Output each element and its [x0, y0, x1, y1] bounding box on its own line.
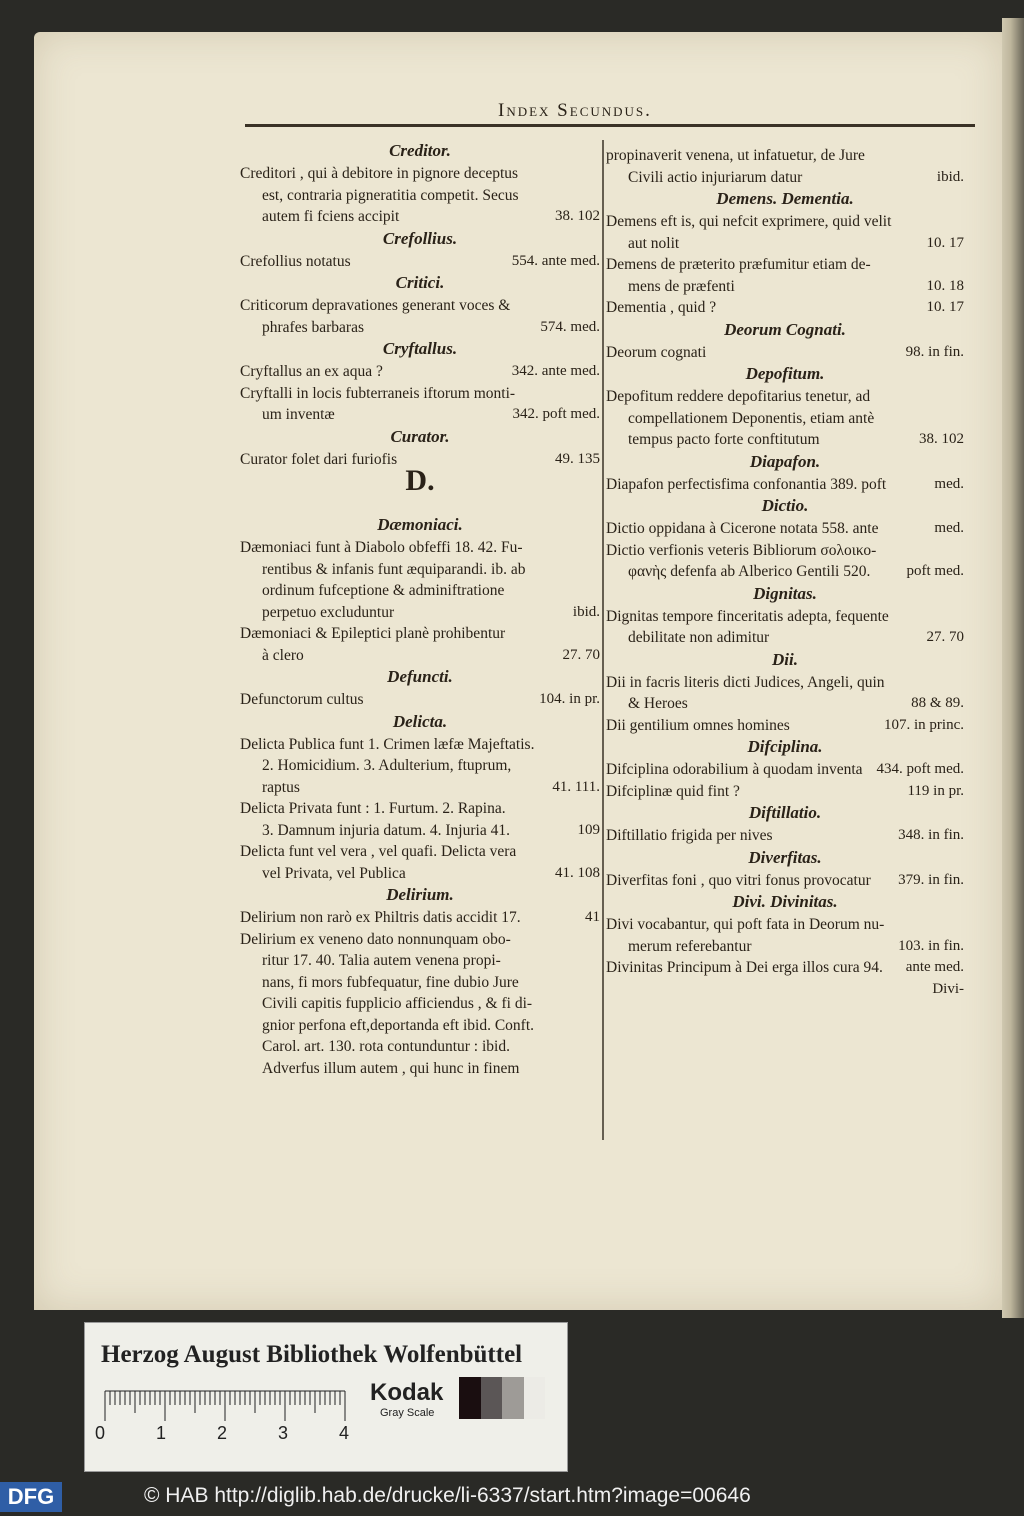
index-entry: [606, 781, 964, 803]
index-heading: Diapafon.: [749, 451, 821, 471]
entry-reference: 27. 70: [926, 629, 964, 645]
index-entry: [606, 518, 964, 540]
entry-line: & Heroes: [628, 695, 688, 712]
entry-line: Dictio oppidana à Cicerone notata 558. ante: [606, 520, 879, 537]
entry-reference: 88 & 89.: [911, 695, 964, 711]
index-heading: Defuncti.: [387, 667, 453, 686]
index-entry: [240, 734, 600, 799]
index-heading: Diverfitas.: [748, 847, 822, 867]
entry-line: ritur 17. 40. Talia autem venena propi-: [262, 952, 501, 969]
entry-reference: 98. in fin.: [905, 343, 964, 360]
entry-reference: 41. 111.: [552, 778, 600, 795]
index-heading: Dictio.: [761, 496, 809, 515]
entry-line: φανὴς defenfa ab Alberico Gentili 520.: [628, 563, 871, 580]
entry-line: Diapafon perfectisfima confonantia 389. poft: [606, 475, 887, 493]
index-entry: [606, 914, 964, 957]
entry-line: Civili capitis fupplicio afficiendus , & fi di-: [262, 995, 533, 1012]
entry-line: Delirium non rarò ex Philtris datis accidit 17.: [240, 909, 521, 926]
index-heading: Dii.: [772, 649, 798, 669]
entry-line: est, contraria pigneratitia competit. Secus: [262, 186, 519, 204]
dfg-logo: DFG: [0, 1482, 62, 1512]
entry-reference: 554. ante med.: [511, 252, 600, 269]
ruler-label: 2: [217, 1423, 228, 1443]
entry-line: Curator folet dari furiofis: [240, 450, 398, 468]
entry-reference: 104. in pr.: [539, 691, 600, 707]
entry-line: propinaverit venena, ut infatuetur, de Jure: [606, 147, 865, 164]
entry-line: Divi vocabantur, qui poft fata in Deorum nu-: [606, 916, 885, 933]
index-entry: [240, 295, 600, 338]
entry-line: Civili actio injuriarum datur: [628, 168, 803, 186]
entry-line: Dii gentilium omnes homines: [606, 716, 790, 734]
entry-reference: med.: [934, 520, 964, 536]
entry-line: Delicta funt vel vera , vel quafi. Delicta vera: [240, 843, 517, 860]
index-entry: [240, 163, 600, 228]
color-target-card: [84, 1322, 568, 1472]
gray-swatch: [502, 1377, 524, 1419]
gray-swatch: [459, 1377, 481, 1419]
entry-line: autem fi fciens accipit: [262, 208, 400, 225]
index-entry: [606, 759, 964, 781]
index-entry: [606, 870, 964, 892]
entry-line: ordinum fufceptione & adminiftratione: [262, 582, 505, 599]
entry-reference: ante med.: [905, 959, 964, 975]
index-entry: [606, 606, 964, 649]
entry-line: Dictio verfionis veteris Bibliorum σολοικο-: [606, 541, 877, 559]
ruler-label: 1: [156, 1423, 167, 1443]
entry-reference: 103. in fin.: [898, 937, 964, 954]
entry-line: Delicta Privata funt : 1. Furtum. 2. Rapina.: [240, 800, 506, 817]
ruler-label: 4: [339, 1423, 350, 1443]
header-rule: [245, 124, 975, 127]
entry-reference: poft med.: [906, 563, 964, 579]
entry-line: Adverfus illum autem , qui hunc in finem: [262, 1059, 520, 1077]
index-heading: Critici.: [395, 273, 445, 292]
entry-reference: 574. med.: [540, 318, 600, 335]
entry-line: Delirium ex veneno dato nonnunquam obo-: [240, 930, 511, 948]
gray-swatch: [481, 1377, 503, 1419]
gray-swatches: [459, 1377, 545, 1419]
entry-reference: 379. in fin.: [898, 871, 964, 888]
index-heading: Demens. Dementia.: [716, 189, 854, 208]
entry-line: 2. Homicidium. 3. Adulterium, ftuprum,: [262, 757, 512, 774]
entry-reference: 27. 70: [562, 646, 600, 663]
entry-reference: 10. 18: [926, 277, 964, 294]
index-entry: [240, 907, 600, 929]
entry-line: Difciplina odorabilium à quodam inventa: [606, 761, 863, 778]
entry-line: raptus: [262, 778, 300, 796]
index-entry: [606, 715, 964, 737]
page-edge: [1002, 18, 1024, 1318]
kodak-logo: Kodak: [370, 1379, 444, 1406]
entry-reference: med.: [934, 475, 964, 492]
gray-swatch: [524, 1377, 546, 1419]
index-entry: [240, 251, 600, 273]
entry-reference: 49. 135: [555, 450, 600, 467]
ruler-label: 0: [95, 1423, 106, 1443]
index-entry: [240, 841, 600, 884]
entry-line: Cryftalli in locis fubterraneis iftorum monti-: [240, 384, 516, 402]
entry-line: Defunctorum cultus: [240, 691, 364, 708]
index-entry: [240, 361, 600, 383]
library-name: Herzog August Bibliothek Wolfenbüttel: [101, 1341, 523, 1368]
entry-line: Demens eft is, qui nefcit exprimere, quid velit: [606, 213, 892, 230]
ruler-scale: [101, 1383, 351, 1425]
index-entry: [240, 689, 600, 711]
index-heading: Dæmoniaci.: [377, 515, 463, 534]
index-entry: [606, 342, 964, 364]
index-entry: [240, 798, 600, 841]
entry-reference: 342. poft med.: [512, 406, 600, 422]
entry-line: Diftillatio frigida per nives: [606, 827, 773, 844]
gray-scale-label: Gray Scale: [380, 1407, 435, 1419]
index-entry: [240, 623, 600, 666]
entry-line: Carol. art. 130. rota contunduntur : ibid.: [262, 1038, 510, 1055]
entry-reference: ibid.: [936, 168, 964, 185]
entry-line: mens de præfenti: [628, 277, 735, 295]
entry-reference: 38. 102: [919, 431, 964, 447]
entry-line: Depofitum reddere depofitarius tenetur, ad: [606, 388, 871, 405]
entry-reference: 107. in princ.: [884, 716, 964, 733]
entry-line: à clero: [262, 646, 304, 664]
entry-line: tempus pacto forte conftitutum: [628, 431, 820, 448]
entry-reference: 41. 108: [555, 864, 600, 881]
ruler-labels: [95, 1423, 365, 1445]
index-heading: Delicta.: [392, 711, 448, 731]
copyright-url[interactable]: © HAB http://diglib.hab.de/drucke/li-6337/start.htm?image=00646: [144, 1484, 751, 1507]
entry-line: Dementia , quid ?: [606, 299, 717, 316]
entry-line: Dæmoniaci & Epileptici planè prohibentur: [240, 625, 506, 642]
index-entry: [606, 145, 964, 188]
entry-line: Divinitas Principum à Dei erga illos cura 94.: [606, 959, 883, 976]
index-entry: [240, 537, 600, 623]
entry-reference: 38. 102: [555, 208, 600, 224]
entry-line: Dæmoniaci funt à Diabolo obfeffi 18. 42. Fu-: [240, 539, 523, 556]
entry-line: Demens de præterito præfumitur etiam de-: [606, 256, 871, 273]
index-entry: [606, 957, 964, 979]
entry-line: Crefollius notatus: [240, 252, 351, 270]
entry-line: rentibus & infanis funt æquiparandi. ib. ab: [262, 560, 526, 578]
entry-reference: 348. in fin.: [898, 827, 964, 843]
entry-reference: 119 in pr.: [907, 782, 964, 799]
index-entry: [606, 474, 964, 496]
index-entry: [606, 211, 964, 254]
entry-line: Deorum cognati: [606, 343, 707, 361]
index-heading: Crefollius.: [382, 228, 458, 248]
entry-line: merum referebantur: [628, 937, 752, 955]
index-heading: Creditor.: [389, 141, 451, 160]
entry-reference: 109: [577, 821, 600, 838]
index-entry: [606, 672, 964, 715]
index-letter: D.: [405, 464, 435, 497]
entry-line: gnior perfona eft,deportanda eft ibid. Conft.: [262, 1016, 535, 1034]
index-entry: [606, 254, 964, 297]
index-heading: Divi. Divinitas.: [732, 892, 838, 911]
index-heading: Delirium.: [386, 885, 454, 904]
index-heading: Cryftallus.: [382, 339, 458, 358]
index-heading: Difciplina.: [747, 737, 823, 756]
index-entry: [606, 825, 964, 847]
index-entry: [240, 929, 600, 1080]
entry-line: Cryftallus an ex aqua ?: [240, 363, 383, 380]
column-divider: [602, 140, 604, 1140]
entry-line: nans, fi mors fubfequatur, fine dubio Jure: [262, 973, 519, 991]
index-heading: Dignitas.: [753, 583, 817, 603]
entry-reference: ibid.: [572, 603, 600, 620]
entry-line: debilitate non adimitur: [628, 629, 770, 646]
entry-line: aut nolit: [628, 234, 680, 252]
entry-line: um inventæ: [262, 406, 335, 423]
index-heading: Depofitum.: [745, 364, 825, 383]
ruler-label: 3: [278, 1423, 289, 1443]
entry-line: phrafes barbaras: [262, 318, 364, 336]
entry-line: Diverfitas foni , quo vitri fonus provocatur: [606, 871, 871, 889]
entry-line: Delicta Publica funt 1. Crimen læfæ Majeftatis.: [240, 735, 535, 753]
entry-line: compellationem Deponentis, etiam antè: [628, 409, 875, 427]
entry-reference: 41: [585, 909, 600, 925]
entry-line: 3. Damnum injuria datum. 4. Injuria 41.: [262, 821, 510, 839]
entry-reference: Divi-: [932, 980, 964, 997]
entry-line: Dignitas tempore finceritatis adepta, fequente: [606, 607, 889, 625]
entry-reference: 10. 17: [926, 299, 964, 315]
index-entry: [606, 297, 964, 319]
entry-line: Criticorum depravationes generant voces &: [240, 297, 511, 314]
page-header: Index Secundus.: [498, 100, 652, 121]
index-heading: Diftillatio.: [748, 803, 822, 822]
entry-reference: 342. ante med.: [511, 363, 600, 379]
entry-line: Creditori , qui à debitore in pignore deceptus: [240, 165, 519, 182]
entry-reference: 10. 17: [926, 234, 964, 251]
entry-reference: 434. poft med.: [876, 761, 964, 777]
index-entry: [606, 979, 964, 1001]
index-entry: [606, 386, 964, 451]
entry-line: Difciplinæ quid fint ?: [606, 782, 740, 800]
index-entry: [606, 540, 964, 583]
index-heading: Curator.: [390, 426, 450, 446]
entry-line: vel Privata, vel Publica: [262, 864, 406, 882]
entry-line: Dii in facris literis dicti Judices, Angeli, quin: [606, 673, 885, 691]
index-entry: [240, 383, 600, 426]
entry-line: perpetuo excluduntur: [262, 603, 395, 621]
index-heading: Deorum Cognati.: [724, 319, 846, 339]
